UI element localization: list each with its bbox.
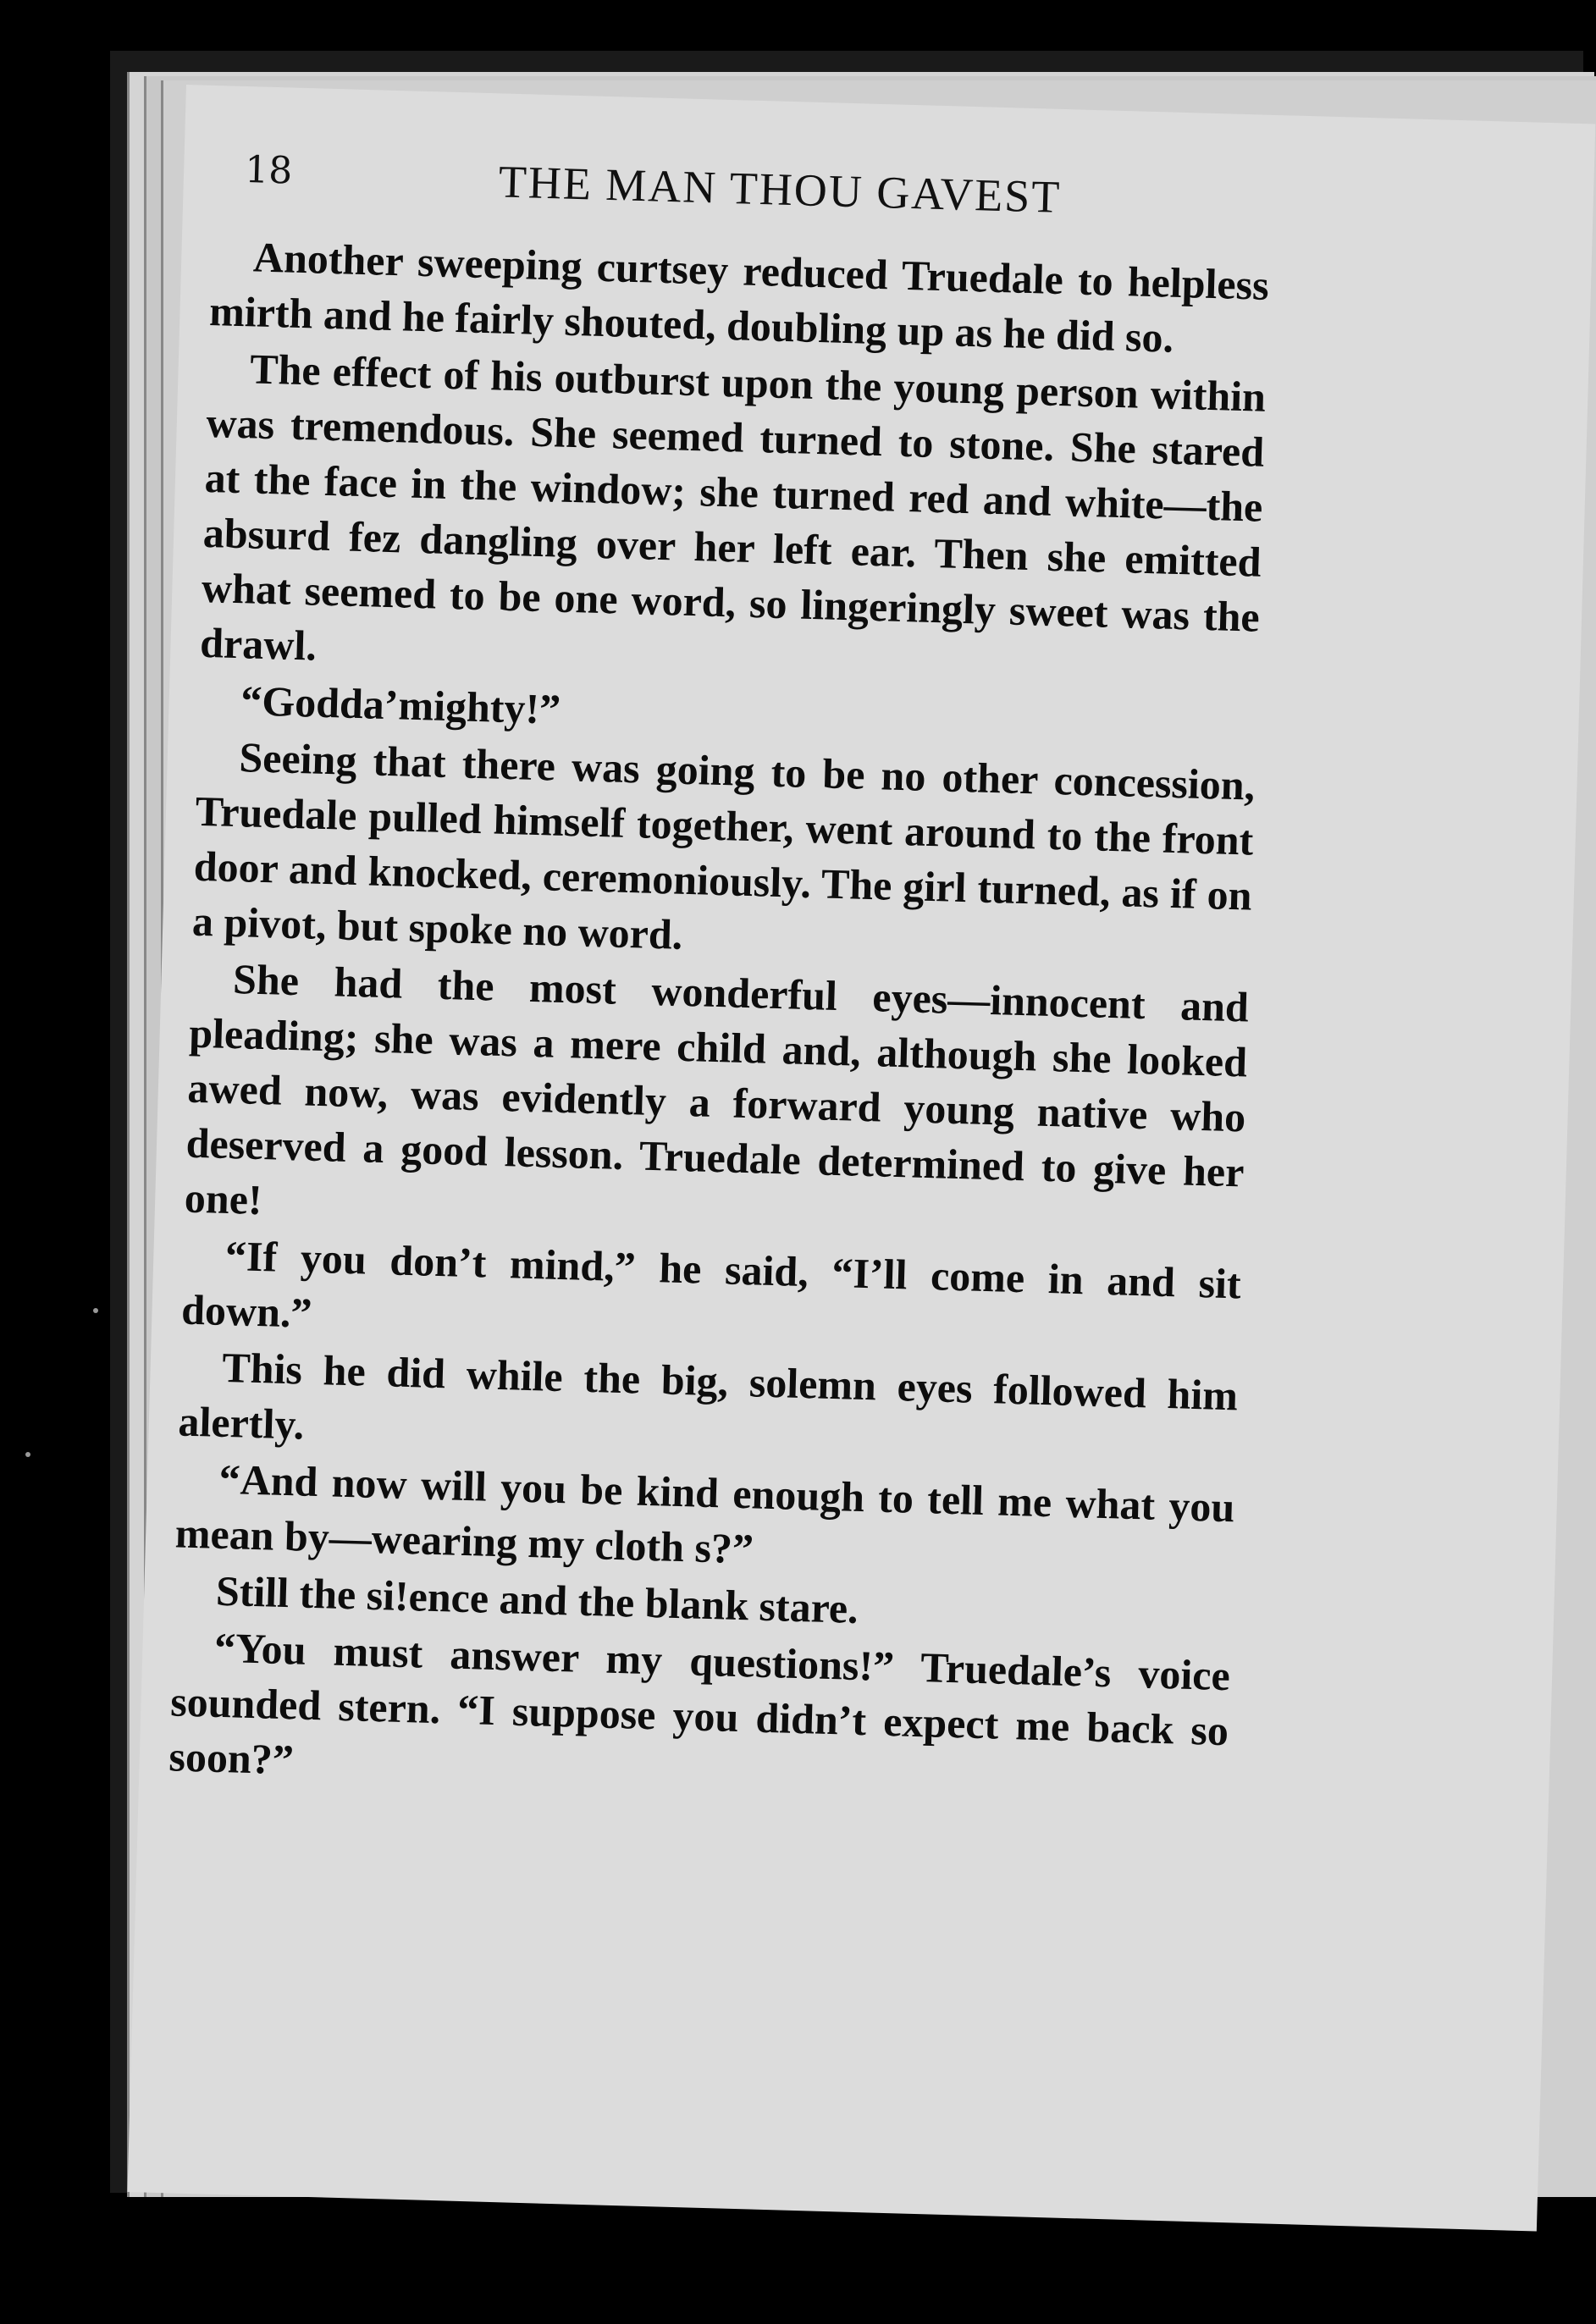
scan-speck bbox=[25, 1452, 30, 1457]
paragraph: “Godda’mighty!” bbox=[240, 676, 561, 733]
paragraph: She had the most wonderful eyes—innocent and pleading; she was a mere child and, although she looked awed now, was evidently a forward young native who deserved a good lesson. Truedale determined to give her one! bbox=[184, 955, 1250, 1224]
paragraph: “You must answer my questions!” Truedale’s voice sounded stern. “I suppose you didn’t expect me back so soon?” bbox=[168, 1623, 1231, 1784]
paragraph: Another sweeping curtsey reduced Truedale to helpless mirth and he fairly shouted, doubling up as he did so. bbox=[208, 233, 1270, 362]
paragraph: This he did while the big, solemn eyes followed him alertly. bbox=[177, 1343, 1239, 1449]
scan-speck bbox=[93, 1308, 98, 1313]
paragraph: The effect of his outburst upon the young person within was tremendous. She seemed turned to stone. She stared at the face in the window; she turned red and white—the absurd fez dangling over her left ear. Then she emitted what seemed to be one word, so lingeringly sweet was the drawl. bbox=[199, 345, 1267, 670]
paragraph: Still the si!ence and the blank stare. bbox=[215, 1566, 859, 1632]
running-head: THE MAN THOU GAVEST bbox=[498, 156, 1063, 223]
page-number: 18 bbox=[244, 148, 293, 193]
paragraph: “And now will you be kind enough to tell me what you mean by—wearing my cloth s?” bbox=[174, 1455, 1236, 1573]
paragraph: “If you don’t mind,” he said, “I’ll come in and sit down.” bbox=[180, 1231, 1242, 1337]
paragraph: Seeing that there was going to be no other concession, Truedale pulled himself together, went around to the front door and knocked, ceremoniously. The girl turned, as if on a pivot, but spoke no word. bbox=[191, 733, 1256, 958]
body-text bbox=[168, 229, 1270, 1815]
